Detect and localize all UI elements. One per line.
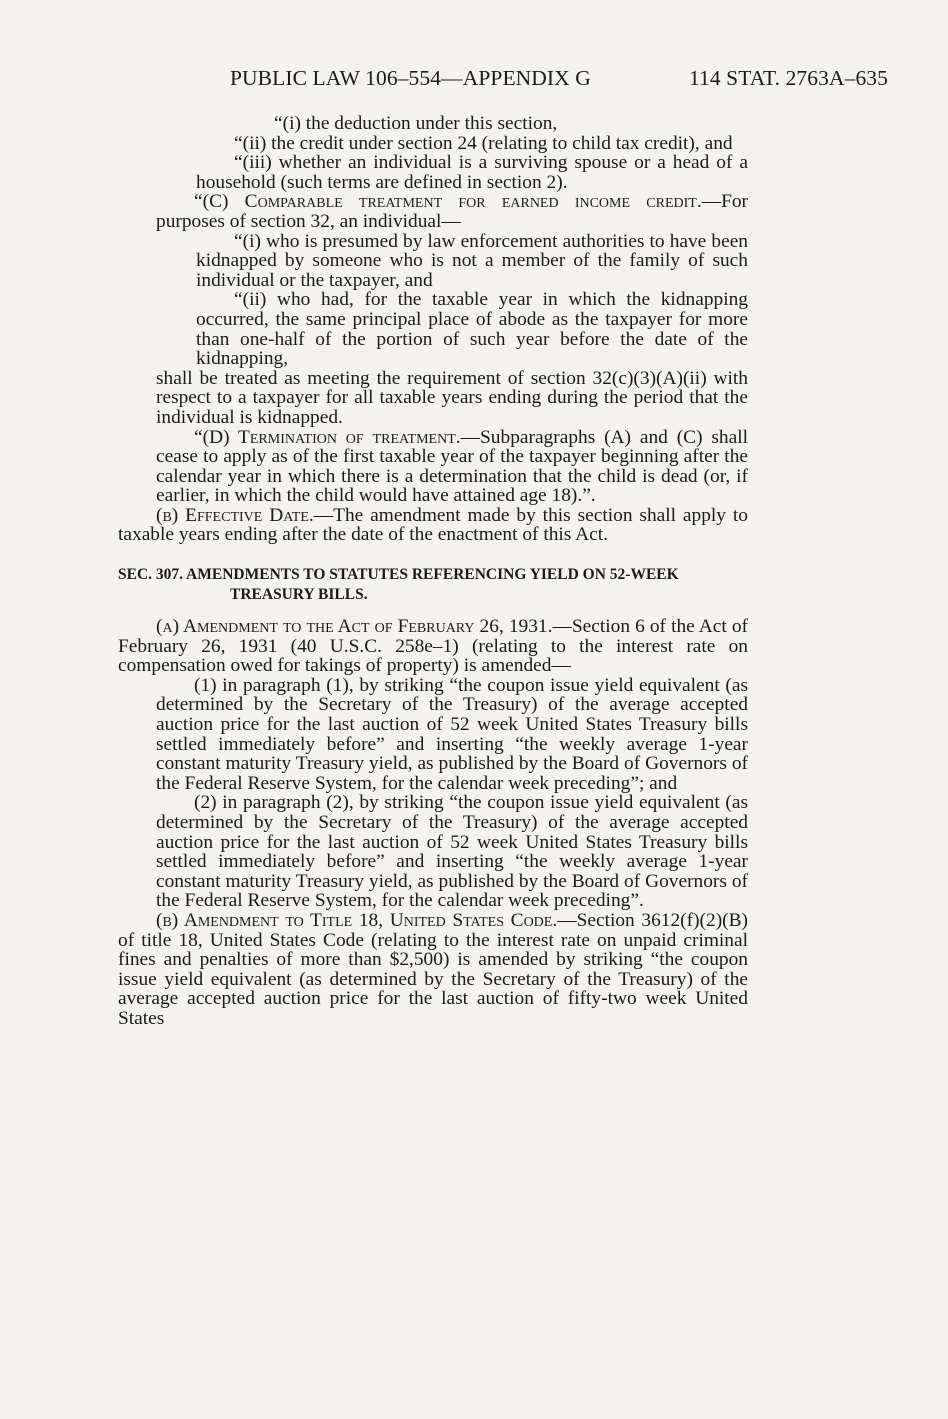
treatment-flush-text: shall be treated as meeting the requirement of section 32(c)(3)(A)(ii) with respect to a taxpayer for all taxable years ending during the period that the individual is kidnapped. — [156, 367, 748, 428]
subsection-b-heading: (b) Amendment to Title 18, United States Code. — [156, 909, 558, 931]
subsection-b-title-18 — [118, 911, 748, 1029]
subparagraph-c — [118, 192, 748, 231]
subparagraph-c-text: —For purposes of section 32, an individual— — [156, 191, 748, 232]
subsection-a-amendment — [118, 617, 748, 676]
subparagraph-d-heading: “(D) Termination of treatment. — [194, 426, 461, 448]
subparagraph-d-text: —Subparagraphs (A) and (C) shall cease to apply as of the first taxable year of the taxpayer beginning after the calendar year in which there is a determination that the child is dead (or, if earlier, in which the child would have attained age 18).”. — [156, 426, 749, 507]
header-statute-page: 114 STAT. 2763A–635 — [688, 66, 888, 90]
paragraph-1-amendment: (1) in paragraph (1), by striking “the coupon issue yield equivalent (as determined by the Secretary of the Treasury) of the average accepted auction price for the last auction of 52 week United States Treasury bills settled immediately before” and inserting “the weekly average 1-year constant maturity Treasury yield, as published by the Board of Governors of the Federal Reserve System, for the calendar week preceding”; and — [156, 674, 748, 794]
subsection-b-text: —Section 3612(f)(2)(B) of title 18, United States Code (relating to the interest rate on unpaid criminal fines and penalties of more than $2,500) is amended by striking “the coupon issue yield equivalent (as determined by the Secretary of the Treasury) of the average accepted auction price for the last auction of fifty-two week United States — [118, 909, 749, 1029]
effective-date-text: —The amendment made by this section shall apply to taxable years ending after the date of the enactment of this Act. — [118, 504, 748, 546]
document-body — [118, 114, 748, 1029]
subsection-b-effective-date — [118, 506, 748, 545]
clause-ii-principal-abode: “(ii) who had, for the taxable year in which the kidnapping occurred, the same principal place of abode as the taxpayer for more than one-half of the portion of such year before the date of the kidnapping, — [196, 289, 748, 370]
subparagraph-c-heading: “(C) Comparable treatment for earned income credit. — [194, 191, 702, 213]
clause-i-deduction: “(i) the deduction under this section, — [274, 113, 558, 134]
subsection-a-text: —Section 6 of the Act of February 26, 1931 (40 U.S.C. 258e–1) (relating to the interest rate on compensation owed for takings of property) is amended— — [118, 616, 748, 677]
header-law-title: PUBLIC LAW 106–554—APPENDIX G — [230, 66, 591, 90]
clause-iii-surviving-spouse: “(iii) whether an individual is a surviving spouse or a head of a household (such terms are defined in section 2). — [196, 152, 748, 193]
clause-i-presumed-kidnapped: “(i) who is presumed by law enforcement authorities to have been kidnapped by someone who is not a member of the family of such individual or the taxpayer, and — [196, 230, 748, 291]
paragraph-2-amendment: (2) in paragraph (2), by striking “the coupon issue yield equivalent (as determined by the Secretary of the Treasury) of the average accepted auction price for the last auction of 52 week United States Treasury bills settled immediately before” and inserting “the weekly average 1-year constant maturity Treasury yield, as published by the Board of Governors of the Federal Reserve System, for the calendar week preceding”. — [156, 792, 748, 912]
effective-date-heading: (b) Effective Date. — [156, 504, 314, 526]
section-heading: SEC. 307. AMENDMENTS TO STATUTES REFERENCING YIELD ON 52-WEEK TREASURY BILLS. — [118, 566, 679, 604]
subsection-a-heading: (a) Amendment to the Act of February 26, 1931. — [156, 616, 553, 638]
subparagraph-d — [118, 428, 748, 506]
clause-ii-credit: “(ii) the credit under section 24 (relating to child tax credit), and — [234, 132, 733, 154]
